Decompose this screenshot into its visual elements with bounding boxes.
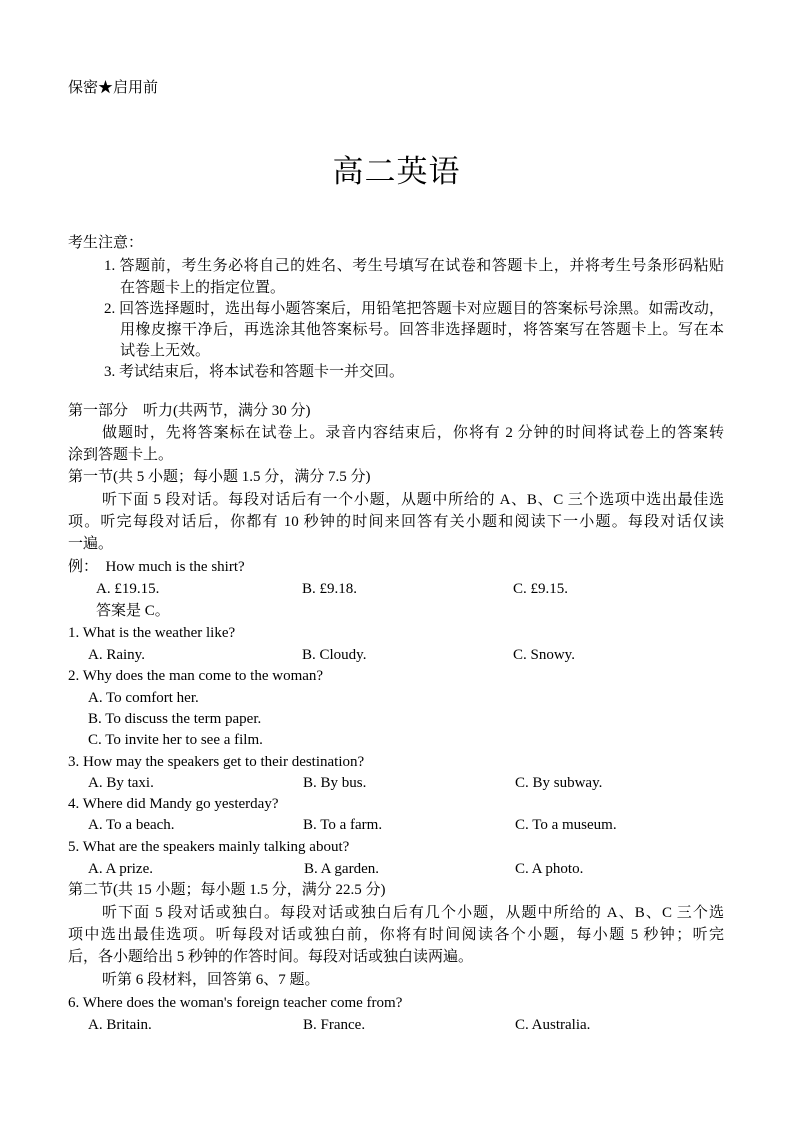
question-option-c: C. To a museum.: [515, 817, 617, 833]
question-stem: 3. How may the speakers get to their destination?: [68, 754, 365, 770]
example-option-c: C. £9.15.: [513, 581, 569, 597]
question-stem: 6. Where does the woman's foreign teacher come from?: [68, 995, 403, 1011]
notice-line: 用橡皮擦干净后，再选涂其他答案标号。回答非选择题时，将答案写在答题卡上。写在本: [120, 322, 724, 338]
notice-line: 在答题卡上的指定位置。: [120, 280, 286, 296]
question-stem: 4. Where did Mandy go yesterday?: [68, 796, 279, 812]
example-stem: 例： How much is the shirt?: [68, 559, 245, 575]
part-intro-line: 涂到答题卡上。: [68, 447, 174, 463]
question-option-a: A. By taxi.: [88, 775, 154, 791]
notice-heading: 考生注意：: [68, 235, 144, 251]
question-option-c: C. Snowy.: [513, 647, 575, 663]
question-option-c: C. A photo.: [515, 861, 584, 877]
section1-instruction-line: 一遍。: [68, 536, 114, 552]
question-option-b: B. To a farm.: [303, 817, 383, 833]
page-title: 高二英语: [332, 154, 461, 189]
question-option-a: A. To comfort her.: [88, 690, 199, 706]
question-stem: 2. Why does the man come to the woman?: [68, 668, 324, 684]
question-option-a: A. A prize.: [88, 861, 153, 877]
material-note: 听第 6 段材料，回答第 6、7 题。: [102, 972, 320, 988]
question-stem: 1. What is the weather like?: [68, 625, 236, 641]
question-option-c: C. Australia.: [515, 1017, 591, 1033]
section2-instruction-line: 项中选出最佳选项。听每段对话或独白前，你将有时间阅读各个小题，每小题 5 秒钟；听完: [68, 927, 724, 943]
question-option-c: C. To invite her to see a film.: [88, 732, 263, 748]
question-option-b: B. By bus.: [303, 775, 367, 791]
question-option-b: B. Cloudy.: [302, 647, 367, 663]
notice-line: 试卷上无效。: [120, 343, 211, 359]
question-option-a: A. To a beach.: [88, 817, 175, 833]
section1-heading: 第一节(共 5 小题；每小题 1.5 分，满分 7.5 分): [68, 469, 371, 485]
question-stem: 5. What are the speakers mainly talking about?: [68, 839, 350, 855]
question-option-a: A. Britain.: [88, 1017, 152, 1033]
example-option-a: A. £19.15.: [96, 581, 160, 597]
section1-instruction-line: 听下面 5 段对话。每段对话后有一个小题，从题中所给的 A、B、C 三个选项中选出最佳选: [102, 492, 724, 508]
question-option-c: C. By subway.: [515, 775, 603, 791]
example-option-b: B. £9.18.: [302, 581, 358, 597]
question-option-a: A. Rainy.: [88, 647, 145, 663]
notice-line: 3. 考试结束后，将本试卷和答题卡一并交回。: [104, 364, 405, 380]
notice-line: 2. 回答选择题时，选出每小题答案后，用铅笔把答题卡对应题目的答案标号涂黑。如需改动，: [104, 301, 724, 317]
example-answer: 答案是 C。: [96, 603, 170, 619]
section1-instruction-line: 项。听完每段对话后，你都有 10 秒钟的时间来回答有关小题和阅读下一小题。每段对话仅读: [68, 514, 724, 530]
part-heading: 第一部分 听力(共两节，满分 30 分): [68, 403, 311, 419]
section2-instruction-line: 听下面 5 段对话或独白。每段对话或独白后有几个小题，从题中所给的 A、B、C 三个选: [102, 905, 724, 921]
section2-instruction-line: 后，各小题给出 5 秒钟的作答时间。每段对话或独白读两遍。: [68, 949, 474, 965]
confidential-label: 保密★启用前: [68, 80, 159, 96]
question-option-b: B. To discuss the term paper.: [88, 711, 262, 727]
notice-line: 1. 答题前，考生务必将自己的姓名、考生号填写在试卷和答题卡上，并将考生号条形码粘贴: [104, 258, 724, 274]
question-option-b: B. France.: [303, 1017, 366, 1033]
part-intro-line: 做题时，先将答案标在试卷上。录音内容结束后，你将有 2 分钟的时间将试卷上的答案转: [102, 425, 724, 441]
section2-heading: 第二节(共 15 小题；每小题 1.5 分，满分 22.5 分): [68, 882, 386, 898]
question-option-b: B. A garden.: [304, 861, 379, 877]
